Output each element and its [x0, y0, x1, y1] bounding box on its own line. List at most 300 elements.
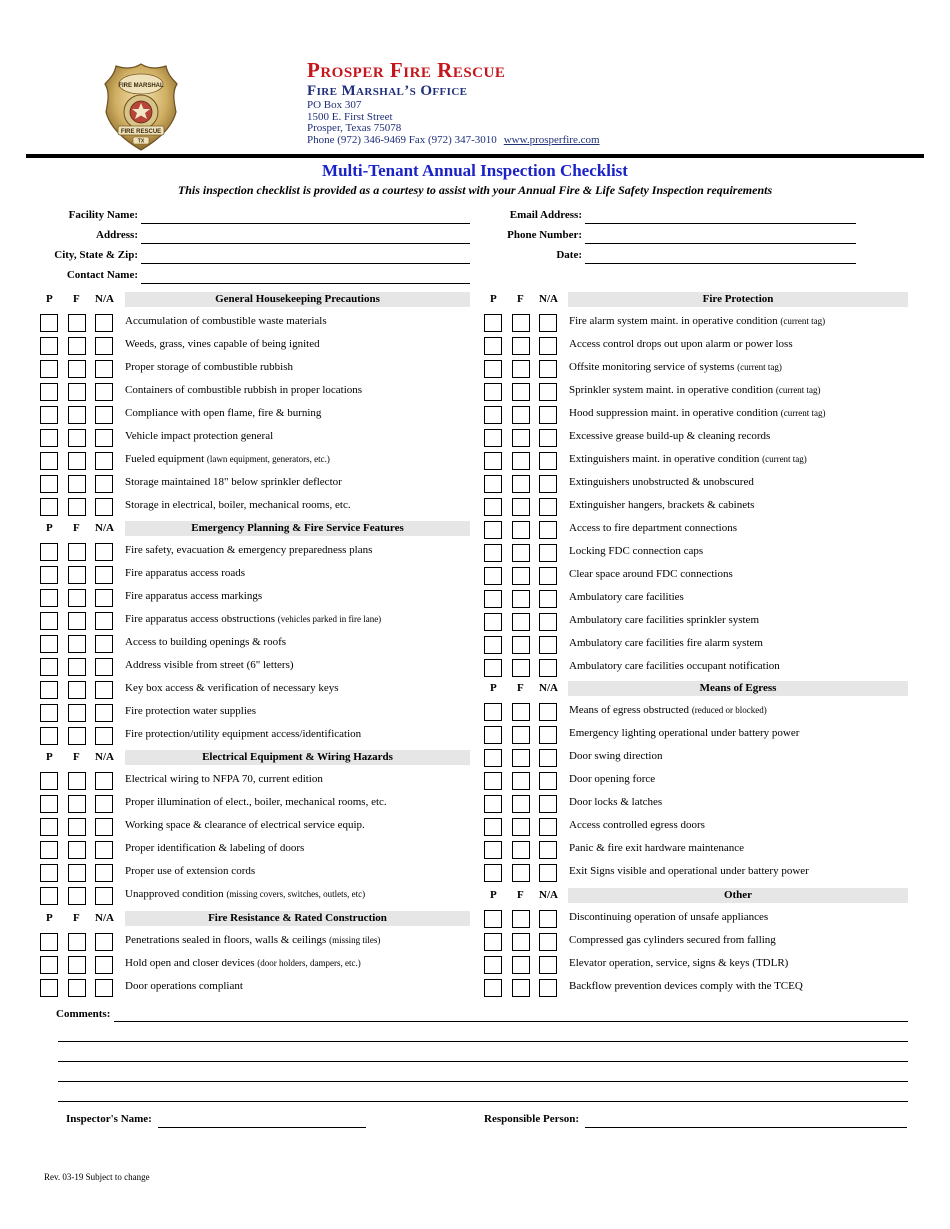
na-checkbox[interactable]	[539, 956, 557, 974]
pass-checkbox[interactable]	[484, 772, 502, 790]
fail-checkbox[interactable]	[512, 590, 530, 608]
na-checkbox[interactable]	[539, 383, 557, 401]
pass-checkbox[interactable]	[484, 429, 502, 447]
fail-checkbox[interactable]	[512, 979, 530, 997]
pass-checkbox[interactable]	[40, 612, 58, 630]
item-label	[125, 979, 243, 994]
na-checkbox[interactable]	[95, 841, 113, 859]
pass-checkbox[interactable]	[484, 659, 502, 677]
org-subtitle: Fire Marshal’s Office	[307, 83, 468, 99]
na-checkbox[interactable]	[539, 337, 557, 355]
item-text: Accumulation of combustible waste materials	[125, 315, 327, 327]
item-label	[569, 659, 780, 674]
item-label	[569, 406, 825, 421]
fail-checkbox[interactable]	[512, 613, 530, 631]
pass-checkbox[interactable]	[40, 772, 58, 790]
na-checkbox[interactable]	[539, 795, 557, 813]
na-checkbox[interactable]	[95, 818, 113, 836]
org-block	[307, 58, 600, 146]
item-text: Vehicle impact protection general	[125, 430, 274, 442]
na-checkbox[interactable]	[539, 979, 557, 997]
fail-checkbox[interactable]	[68, 475, 86, 493]
na-checkbox[interactable]	[95, 429, 113, 447]
fail-checkbox[interactable]	[68, 795, 86, 813]
na-checkbox[interactable]	[95, 658, 113, 676]
fail-checkbox[interactable]	[512, 864, 530, 882]
item-label	[125, 727, 361, 742]
section-title: Fire Protection	[568, 292, 908, 307]
fail-checkbox[interactable]	[512, 910, 530, 928]
fail-checkbox[interactable]	[512, 636, 530, 654]
comments-line-3[interactable]	[58, 1061, 908, 1062]
item-text: Hold open and closer devices	[125, 957, 258, 969]
checklist-item	[484, 749, 914, 767]
pass-checkbox[interactable]	[484, 636, 502, 654]
item-label	[569, 590, 684, 605]
pass-checkbox[interactable]	[484, 749, 502, 767]
pass-checkbox[interactable]	[484, 452, 502, 470]
column-label-na: N/A	[539, 682, 558, 694]
na-checkbox[interactable]	[539, 544, 557, 562]
checklist-item	[40, 704, 470, 722]
item-label	[569, 933, 776, 948]
na-checkbox[interactable]	[539, 818, 557, 836]
pass-checkbox[interactable]	[484, 314, 502, 332]
na-checkbox[interactable]	[539, 475, 557, 493]
item-note: (missing tiles)	[329, 935, 381, 945]
item-label	[125, 841, 304, 856]
fail-checkbox[interactable]	[68, 566, 86, 584]
pass-checkbox[interactable]	[484, 726, 502, 744]
checklist-item	[484, 429, 914, 447]
fail-checkbox[interactable]	[68, 956, 86, 974]
na-checkbox[interactable]	[95, 406, 113, 424]
na-checkbox[interactable]	[539, 406, 557, 424]
item-text: Proper use of extension cords	[125, 865, 256, 877]
na-checkbox[interactable]	[95, 933, 113, 951]
section-title: Emergency Planning & Fire Service Features	[125, 521, 470, 536]
contact-name-field[interactable]	[66, 268, 470, 284]
checklist-item	[484, 772, 914, 790]
pass-checkbox[interactable]	[484, 406, 502, 424]
fail-checkbox[interactable]	[512, 726, 530, 744]
item-text: Proper illumination of elect., boiler, mechanical rooms, etc.	[125, 796, 387, 808]
fail-checkbox[interactable]	[512, 475, 530, 493]
pass-checkbox[interactable]	[40, 429, 58, 447]
pass-checkbox[interactable]	[484, 933, 502, 951]
na-checkbox[interactable]	[539, 314, 557, 332]
column-label-p: P	[46, 522, 53, 534]
fail-checkbox[interactable]	[512, 314, 530, 332]
pass-checkbox[interactable]	[40, 979, 58, 997]
date-label: Date:	[556, 249, 582, 261]
pass-checkbox[interactable]	[484, 521, 502, 539]
pass-checkbox[interactable]	[40, 956, 58, 974]
column-label-f: F	[73, 522, 80, 534]
na-checkbox[interactable]	[539, 613, 557, 631]
fail-checkbox[interactable]	[68, 314, 86, 332]
pass-checkbox[interactable]	[40, 360, 58, 378]
fail-checkbox[interactable]	[68, 933, 86, 951]
item-label	[569, 818, 705, 833]
pass-checkbox[interactable]	[40, 498, 58, 516]
checklist-item	[40, 612, 470, 630]
checklist-item	[40, 864, 470, 882]
na-checkbox[interactable]	[95, 979, 113, 997]
item-text: Fire apparatus access markings	[125, 590, 263, 602]
date-field[interactable]	[556, 248, 856, 264]
letterhead	[0, 0, 950, 160]
na-checkbox[interactable]	[539, 590, 557, 608]
checklist-item	[40, 795, 470, 813]
pass-checkbox[interactable]	[484, 864, 502, 882]
item-text: Ambulatory care facilities sprinkler system	[569, 614, 759, 626]
pass-checkbox[interactable]	[40, 406, 58, 424]
address-label: Address:	[96, 229, 138, 241]
checklist-item	[40, 360, 470, 378]
na-checkbox[interactable]	[95, 635, 113, 653]
pass-checkbox[interactable]	[40, 589, 58, 607]
pass-checkbox[interactable]	[484, 383, 502, 401]
address-line-2: 1500 E. First Street	[307, 110, 393, 123]
pass-checkbox[interactable]	[40, 933, 58, 951]
na-checkbox[interactable]	[539, 933, 557, 951]
item-label	[569, 613, 759, 628]
na-checkbox[interactable]	[539, 521, 557, 539]
fail-checkbox[interactable]	[512, 383, 530, 401]
section-title: Means of Egress	[568, 681, 908, 696]
na-checkbox[interactable]	[95, 795, 113, 813]
item-text: Access control drops out upon alarm or power loss	[569, 338, 793, 350]
fail-checkbox[interactable]	[68, 429, 86, 447]
item-note: (vehicles parked in fire lane)	[277, 614, 382, 624]
section-header-fire-protection	[0, 292, 950, 307]
fail-checkbox[interactable]	[512, 659, 530, 677]
item-text: Fire apparatus access obstructions	[125, 613, 278, 625]
pass-checkbox[interactable]	[484, 979, 502, 997]
address-field[interactable]	[96, 228, 470, 244]
item-text: Exit Signs visible and operational under battery power	[569, 865, 809, 877]
checklist-item	[484, 613, 914, 631]
na-checkbox[interactable]	[539, 452, 557, 470]
pass-checkbox[interactable]	[484, 360, 502, 378]
na-checkbox[interactable]	[95, 704, 113, 722]
phone-number-field[interactable]	[507, 228, 856, 244]
item-text: Door opening force	[569, 773, 656, 785]
phone-number-label: Phone Number:	[507, 229, 582, 241]
pass-checkbox[interactable]	[484, 544, 502, 562]
na-checkbox[interactable]	[539, 841, 557, 859]
inspector-name-label: Inspector's Name:	[66, 1113, 152, 1125]
fail-checkbox[interactable]	[68, 658, 86, 676]
item-text: Door locks & latches	[569, 796, 663, 808]
fail-checkbox[interactable]	[512, 567, 530, 585]
checklist-item	[484, 498, 914, 516]
fail-checkbox[interactable]	[68, 979, 86, 997]
item-text: Access controlled egress doors	[569, 819, 705, 831]
city-state-zip-field[interactable]	[54, 248, 470, 264]
item-label	[569, 314, 825, 329]
checklist-item	[484, 956, 914, 974]
item-label	[125, 612, 381, 627]
comments-line-1[interactable]	[114, 1021, 908, 1022]
item-label	[569, 337, 793, 352]
section-title: Electrical Equipment & Wiring Hazards	[125, 750, 470, 765]
fail-checkbox[interactable]	[68, 772, 86, 790]
fail-checkbox[interactable]	[512, 772, 530, 790]
na-checkbox[interactable]	[539, 864, 557, 882]
pass-checkbox[interactable]	[484, 498, 502, 516]
item-text: Electrical wiring to NFPA 70, current edition	[125, 773, 323, 785]
item-label	[569, 475, 754, 490]
pass-checkbox[interactable]	[40, 704, 58, 722]
item-text: Fire apparatus access roads	[125, 567, 246, 579]
item-text: Storage maintained 18" below sprinkler deflector	[125, 476, 342, 488]
checklist-item	[484, 383, 914, 401]
badge-state-text: TX	[137, 138, 145, 145]
item-text: Address visible from street (6" letters)	[125, 659, 294, 671]
na-checkbox[interactable]	[539, 726, 557, 744]
item-label	[569, 772, 655, 787]
fail-checkbox[interactable]	[512, 818, 530, 836]
pass-checkbox[interactable]	[484, 337, 502, 355]
fail-checkbox[interactable]	[68, 704, 86, 722]
checklist-item	[484, 795, 914, 813]
pass-checkbox[interactable]	[484, 590, 502, 608]
website-link[interactable]: www.prosperfire.com	[503, 133, 600, 146]
pass-checkbox[interactable]	[484, 956, 502, 974]
na-checkbox[interactable]	[95, 727, 113, 745]
pass-checkbox[interactable]	[40, 543, 58, 561]
facility-name-field[interactable]	[68, 208, 470, 224]
na-checkbox[interactable]	[95, 589, 113, 607]
pass-checkbox[interactable]	[40, 314, 58, 332]
item-label	[569, 726, 799, 741]
pass-checkbox[interactable]	[484, 818, 502, 836]
na-checkbox[interactable]	[539, 772, 557, 790]
column-label-p: P	[490, 889, 497, 901]
column-label-na: N/A	[95, 751, 114, 763]
item-text: Discontinuing operation of unsafe appliances	[569, 911, 769, 923]
fail-checkbox[interactable]	[68, 383, 86, 401]
item-text: Proper identification & labeling of doors	[125, 842, 305, 854]
fail-checkbox[interactable]	[68, 337, 86, 355]
item-label	[125, 589, 262, 604]
na-checkbox[interactable]	[95, 475, 113, 493]
pass-checkbox[interactable]	[40, 635, 58, 653]
checklist-item	[484, 590, 914, 608]
pass-checkbox[interactable]	[40, 337, 58, 355]
item-note: (current tag)	[775, 385, 821, 395]
fail-checkbox[interactable]	[512, 749, 530, 767]
na-checkbox[interactable]	[539, 910, 557, 928]
responsible-person-line[interactable]	[585, 1127, 907, 1128]
na-checkbox[interactable]	[95, 383, 113, 401]
fail-checkbox[interactable]	[68, 864, 86, 882]
pass-checkbox[interactable]	[484, 567, 502, 585]
pass-checkbox[interactable]	[484, 475, 502, 493]
header-divider	[26, 154, 924, 158]
na-checkbox[interactable]	[539, 498, 557, 516]
contact-name-label: Contact Name:	[66, 269, 138, 281]
column-label-p: P	[490, 682, 497, 694]
na-checkbox[interactable]	[95, 864, 113, 882]
checklist-item	[40, 841, 470, 859]
comments-line-4[interactable]	[58, 1081, 908, 1082]
item-label	[569, 429, 770, 444]
item-label	[125, 864, 255, 879]
na-checkbox[interactable]	[539, 567, 557, 585]
column-label-f: F	[517, 682, 524, 694]
section-header-egress	[0, 681, 950, 696]
fail-checkbox[interactable]	[68, 818, 86, 836]
fail-checkbox[interactable]	[512, 429, 530, 447]
na-checkbox[interactable]	[539, 360, 557, 378]
fail-checkbox[interactable]	[512, 956, 530, 974]
checklist-item	[484, 659, 914, 677]
item-label	[569, 498, 754, 513]
item-text: Hood suppression maint. in operative condition	[569, 407, 781, 419]
checklist-item	[40, 979, 470, 997]
fail-checkbox[interactable]	[512, 498, 530, 516]
checklist-item	[484, 864, 914, 882]
item-label	[125, 566, 245, 581]
item-label	[125, 475, 342, 490]
pass-checkbox[interactable]	[484, 841, 502, 859]
fail-checkbox[interactable]	[68, 406, 86, 424]
column-label-na: N/A	[95, 912, 114, 924]
column-label-na: N/A	[95, 522, 114, 534]
checklist-item	[40, 772, 470, 790]
fail-checkbox[interactable]	[68, 498, 86, 516]
item-text: Panic & fire exit hardware maintenance	[569, 842, 745, 854]
column-label-na: N/A	[539, 293, 558, 305]
na-checkbox[interactable]	[95, 772, 113, 790]
pass-checkbox[interactable]	[40, 658, 58, 676]
fail-checkbox[interactable]	[512, 337, 530, 355]
fail-checkbox[interactable]	[512, 795, 530, 813]
item-text: Penetrations sealed in floors, walls & ceilings	[125, 934, 330, 946]
item-text: Access to building openings & roofs	[125, 636, 287, 648]
pass-checkbox[interactable]	[40, 818, 58, 836]
pass-checkbox[interactable]	[484, 703, 502, 721]
item-text: Fire protection/utility equipment access/identification	[125, 728, 362, 740]
checklist-item	[484, 703, 914, 721]
org-name: Prosper Fire Rescue	[307, 58, 506, 82]
item-label	[125, 772, 323, 787]
na-checkbox[interactable]	[539, 659, 557, 677]
fail-checkbox[interactable]	[68, 360, 86, 378]
column-label-na: N/A	[539, 889, 558, 901]
na-checkbox[interactable]	[539, 429, 557, 447]
city-state-zip-label: City, State & Zip:	[54, 249, 138, 261]
pass-checkbox[interactable]	[40, 841, 58, 859]
comments-line-2[interactable]	[58, 1041, 908, 1042]
na-checkbox[interactable]	[95, 566, 113, 584]
fail-checkbox[interactable]	[512, 452, 530, 470]
fail-checkbox[interactable]	[68, 841, 86, 859]
na-checkbox[interactable]	[95, 956, 113, 974]
fail-checkbox[interactable]	[68, 543, 86, 561]
na-checkbox[interactable]	[95, 360, 113, 378]
item-note: (door holders, dampers, etc.)	[257, 958, 361, 968]
item-label	[125, 704, 256, 719]
item-label	[569, 636, 763, 651]
column-label-p: P	[46, 751, 53, 763]
fail-checkbox[interactable]	[68, 635, 86, 653]
fail-checkbox[interactable]	[68, 727, 86, 745]
fail-checkbox[interactable]	[68, 589, 86, 607]
fail-checkbox[interactable]	[68, 612, 86, 630]
pass-checkbox[interactable]	[40, 727, 58, 745]
na-checkbox[interactable]	[95, 314, 113, 332]
item-label	[125, 429, 273, 444]
fail-checkbox[interactable]	[512, 544, 530, 562]
pass-checkbox[interactable]	[40, 475, 58, 493]
column-label-p: P	[46, 912, 53, 924]
na-checkbox[interactable]	[539, 703, 557, 721]
item-label	[569, 544, 703, 559]
item-label	[125, 795, 387, 810]
item-label	[569, 749, 662, 764]
item-text: Elevator operation, service, signs & keys (TDLR)	[569, 957, 789, 969]
na-checkbox[interactable]	[95, 498, 113, 516]
fail-checkbox[interactable]	[512, 406, 530, 424]
comments-line-5[interactable]	[58, 1101, 908, 1102]
item-note: (missing covers, switches, outlets, etc)	[226, 889, 366, 899]
na-checkbox[interactable]	[539, 636, 557, 654]
item-text: Access to fire department connections	[569, 522, 737, 534]
item-text: Fueled equipment	[125, 453, 207, 465]
item-text: Door swing direction	[569, 750, 663, 762]
na-checkbox[interactable]	[95, 452, 113, 470]
item-label	[125, 498, 351, 513]
pass-checkbox[interactable]	[484, 795, 502, 813]
na-checkbox[interactable]	[539, 749, 557, 767]
checklist-item	[40, 589, 470, 607]
email-address-field[interactable]	[509, 208, 856, 224]
pass-checkbox[interactable]	[40, 864, 58, 882]
na-checkbox[interactable]	[95, 337, 113, 355]
revision-note: Rev. 03-19 Subject to change	[44, 1172, 150, 1182]
pass-checkbox[interactable]	[484, 613, 502, 631]
item-label	[125, 818, 365, 833]
item-text: Containers of combustible rubbish in proper locations	[125, 384, 363, 396]
fail-checkbox[interactable]	[512, 360, 530, 378]
fail-checkbox[interactable]	[512, 703, 530, 721]
item-text: Extinguishers maint. in operative condition	[569, 453, 763, 465]
item-text: Clear space around FDC connections	[569, 568, 733, 580]
checklist-item	[40, 543, 470, 561]
fail-checkbox[interactable]	[512, 841, 530, 859]
pass-checkbox[interactable]	[40, 383, 58, 401]
pass-checkbox[interactable]	[40, 452, 58, 470]
item-label	[569, 452, 807, 467]
pass-checkbox[interactable]	[484, 910, 502, 928]
checklist-item	[484, 360, 914, 378]
pass-checkbox[interactable]	[40, 795, 58, 813]
fail-checkbox[interactable]	[68, 452, 86, 470]
na-checkbox[interactable]	[95, 543, 113, 561]
item-label	[569, 521, 737, 536]
inspector-name-line[interactable]	[158, 1127, 366, 1128]
fail-checkbox[interactable]	[512, 933, 530, 951]
na-checkbox[interactable]	[95, 612, 113, 630]
item-text: Means of egress obstructed	[569, 704, 692, 716]
item-label	[569, 703, 767, 718]
fail-checkbox[interactable]	[512, 521, 530, 539]
pass-checkbox[interactable]	[40, 566, 58, 584]
